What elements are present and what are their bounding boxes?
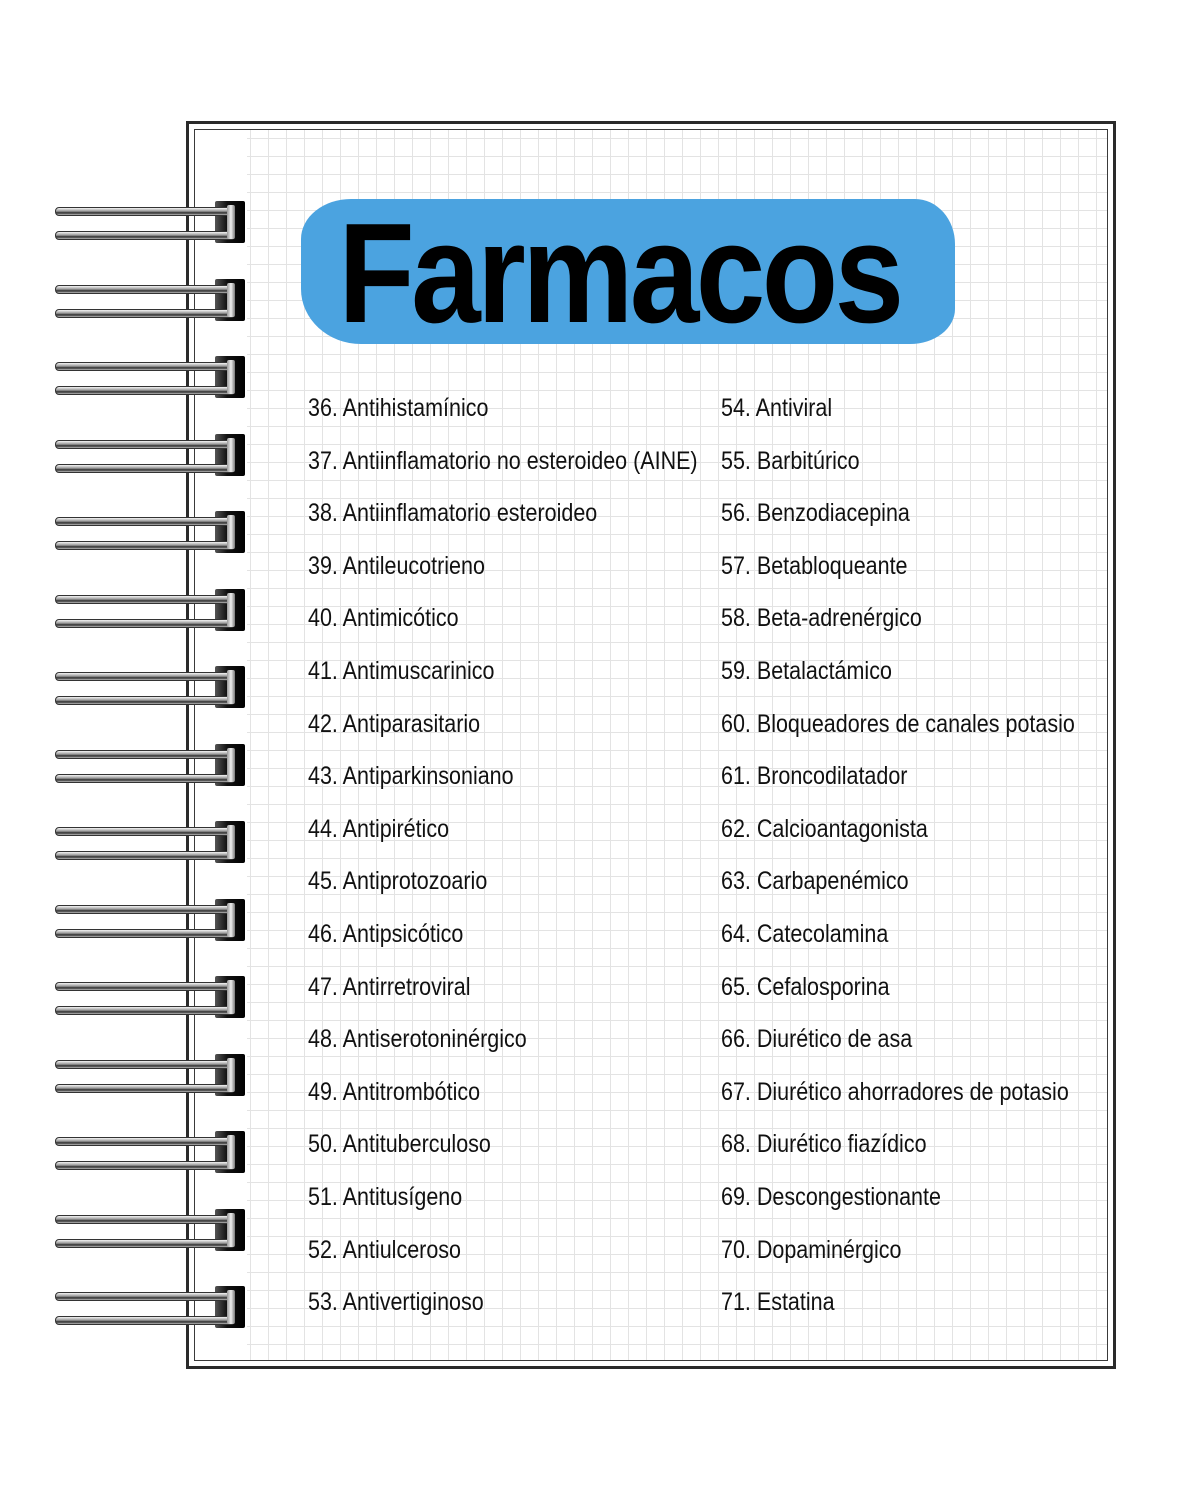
list-item: 62. Calcioantagonista [721,814,928,843]
list-item: 52. Antiulceroso [308,1235,461,1264]
list-item: 71. Estatina [721,1288,835,1317]
list-item: 68. Diurético fiazídico [721,1130,927,1159]
list-item: 45. Antiprotozoario [308,867,488,896]
list-item: 39. Antileucotrieno [308,551,485,580]
list-item: 69. Descongestionante [721,1182,941,1211]
ring-wire [55,517,235,526]
spiral-binding [0,0,260,1500]
binding-ring [55,746,250,788]
ring-wire [55,309,235,318]
ring-wire [55,1161,235,1170]
ring-wire [55,672,235,681]
list-item: 59. Betalactámico [721,656,892,685]
ring-clip [227,205,235,239]
list-item: 41. Antimuscarinico [308,656,495,685]
ring-clip [227,980,235,1014]
list-item: 54. Antiviral [721,394,833,422]
drug-list-left [308,387,761,1334]
ring-clip [227,748,235,782]
ring-wire [55,595,235,604]
ring-clip [227,1135,235,1169]
ring-wire [55,619,235,628]
list-item: 63. Carbapenémico [721,867,909,896]
binding-ring [55,358,250,400]
ring-wire [55,386,235,395]
ring-wire [55,231,235,240]
ring-clip [227,593,235,627]
list-item: 46. Antipsicótico [308,919,464,948]
list-item: 50. Antituberculoso [308,1130,491,1159]
ring-wire [55,905,235,914]
binding-ring [55,1056,250,1098]
list-item: 49. Antitrombótico [308,1077,481,1106]
list-item: 57. Betabloqueante [721,551,908,580]
ring-wire [55,1239,235,1248]
list-item: 51. Antitusígeno [308,1182,463,1211]
ring-wire [55,774,235,783]
binding-ring [55,668,250,710]
list-item: 43. Antiparkinsoniano [308,762,514,791]
ring-wire [55,696,235,705]
ring-wire [55,1215,235,1224]
drug-list-right [721,387,1132,1334]
ring-clip [227,1290,235,1324]
list-item: 64. Catecolamina [721,919,889,948]
list-item: 56. Benzodiacepina [721,499,910,528]
ring-clip [227,670,235,704]
ring-clip [227,903,235,937]
ring-clip [227,1058,235,1092]
list-item: 44. Antipirético [308,814,450,843]
list-item: 67. Diurético ahorradores de potasio [721,1077,1069,1106]
ring-wire [55,827,235,836]
list-item: 55. Barbitúrico [721,446,860,475]
page-title: Farmacos [337,193,901,353]
list-item: 70. Dopaminérgico [721,1235,902,1264]
ring-wire [55,750,235,759]
list-item: 42. Antiparasitario [308,709,481,738]
binding-ring [55,823,250,865]
ring-wire [55,1060,235,1069]
ring-clip [227,360,235,394]
ring-wire [55,1006,235,1015]
ring-clip [227,438,235,472]
ring-wire [55,851,235,860]
ring-wire [55,1137,235,1146]
binding-ring [55,513,250,555]
ring-wire [55,207,235,216]
list-item: 36. Antihistamínico [308,394,489,422]
list-item: 47. Antirretroviral [308,972,471,1001]
title-banner [301,193,955,353]
binding-ring [55,1211,250,1253]
ring-clip [227,825,235,859]
ring-wire [55,541,235,550]
binding-ring [55,203,250,245]
binding-ring [55,1133,250,1175]
list-item: 40. Antimicótico [308,604,459,633]
binding-ring [55,436,250,478]
ring-wire [55,1292,235,1301]
ring-wire [55,929,235,938]
ring-wire [55,1316,235,1325]
list-item: 58. Beta-adrenérgico [721,604,922,633]
ring-wire [55,362,235,371]
ring-clip [227,1213,235,1247]
ring-clip [227,515,235,549]
list-item: 60. Bloqueadores de canales potasio [721,709,1075,738]
binding-ring [55,281,250,323]
list-item: 37. Antiinflamatorio no esteroideo (AINE) [308,446,698,475]
ring-wire [55,440,235,449]
list-item: 65. Cefalosporina [721,972,890,1001]
ring-wire [55,464,235,473]
binding-ring [55,591,250,633]
list-item: 48. Antiserotoninérgico [308,1025,527,1054]
list-item: 38. Antiinflamatorio esteroideo [308,499,598,528]
binding-ring [55,1288,250,1330]
ring-wire [55,982,235,991]
list-item: 53. Antivertiginoso [308,1288,484,1317]
binding-ring [55,901,250,943]
ring-wire [55,1084,235,1093]
ring-clip [227,283,235,317]
list-item: 61. Broncodilatador [721,762,908,791]
list-item: 66. Diurético de asa [721,1025,913,1054]
ring-wire [55,285,235,294]
binding-ring [55,978,250,1020]
